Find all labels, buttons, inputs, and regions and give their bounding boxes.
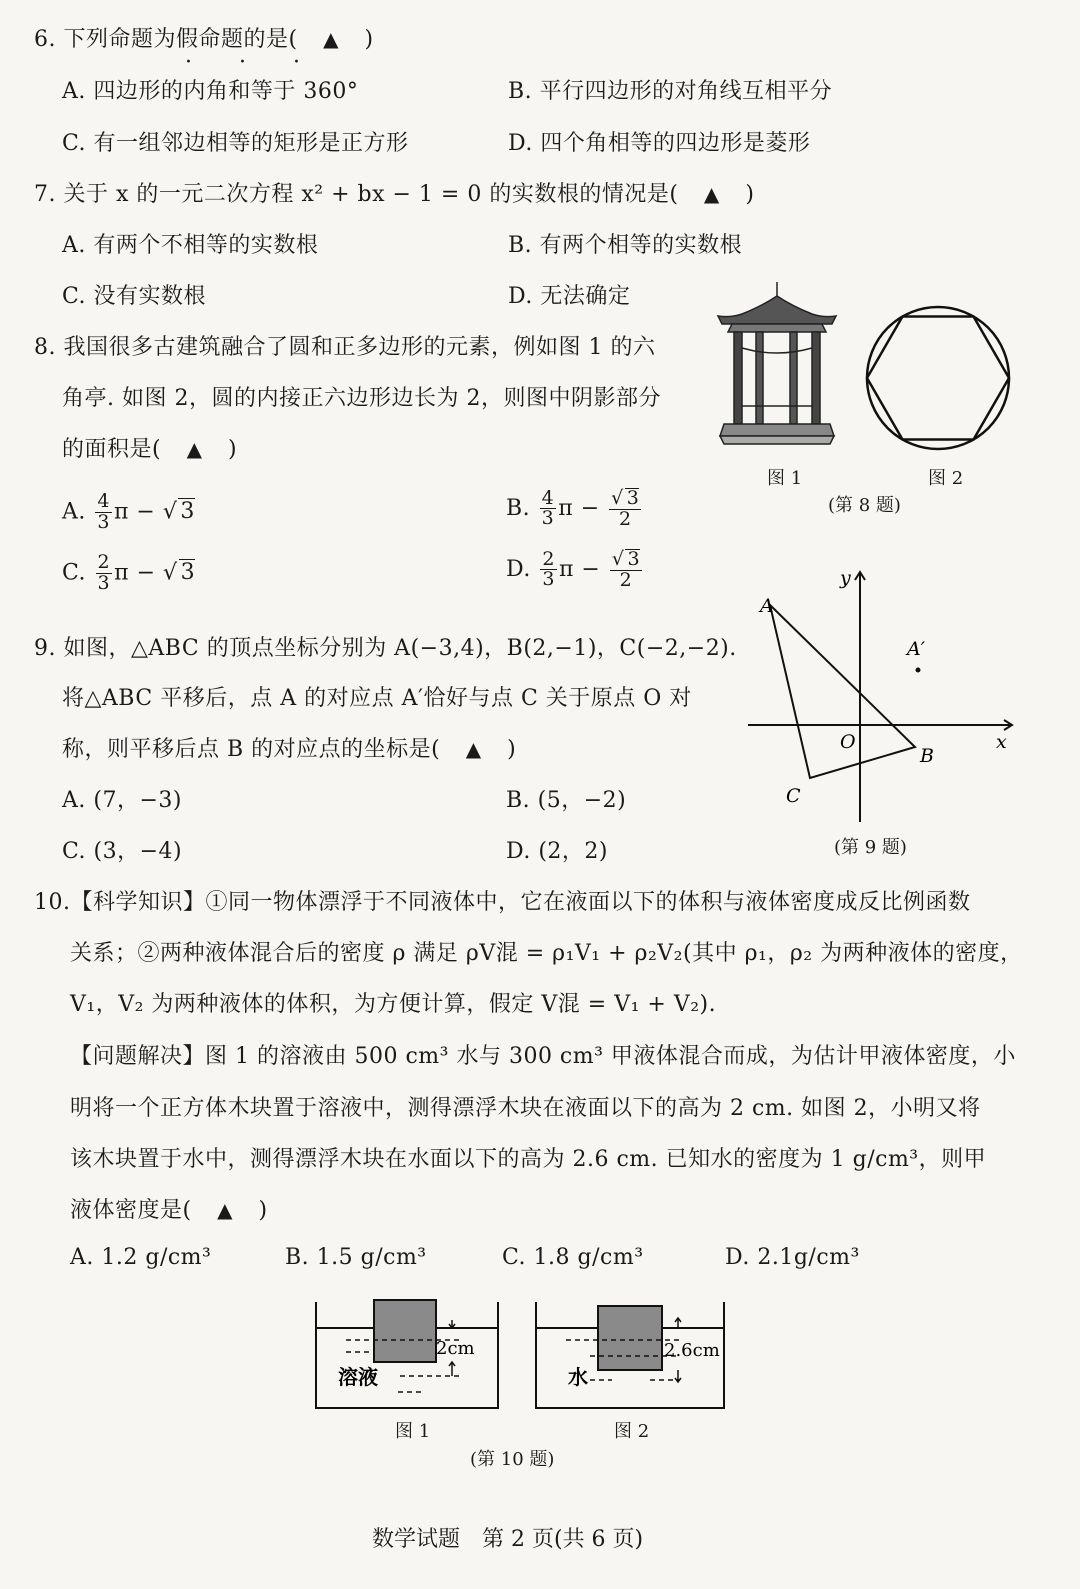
q8-option-c[interactable]: C. $\frac{2}{3}$ π − √ 3	[62, 551, 196, 594]
q6-stem: 6. 下列命题为假命题的是( ▲ )	[34, 27, 374, 52]
q8-stem-line3: 的面积是( ▲ )	[62, 437, 238, 462]
q8-fig1-label: 图 1	[767, 468, 803, 489]
depth-label: 2cm	[436, 1338, 475, 1359]
q9-stem-line3: 称，则平移后点 B 的对应点的坐标是( ▲ )	[62, 737, 517, 762]
q10-option-d[interactable]: D. 2.1g/cm³	[725, 1245, 860, 1270]
point-a-prime	[916, 668, 921, 673]
q10-line3: V₁，V₂ 为两种液体的体积，为方便计算，假定 V混 = V₁ + V₂).	[70, 992, 717, 1017]
q9-option-a[interactable]: A. (7，−3)	[62, 788, 182, 813]
answer-blank-triangle-icon: ▲	[465, 737, 482, 761]
q10-line7: 液体密度是( ▲ )	[70, 1198, 268, 1223]
label-b: B	[920, 745, 934, 767]
q7-option-b[interactable]: B. 有两个相等的实数根	[508, 233, 743, 258]
q9-option-c[interactable]: C. (3，−4)	[62, 839, 183, 864]
q9-coordinate-figure	[740, 560, 1030, 830]
q10-figure-1-container	[310, 1296, 505, 1414]
label-a-prime: A′	[907, 638, 926, 660]
hexagon-in-circle-figure	[862, 302, 1014, 454]
q6-option-d[interactable]: D. 四个角相等的四边形是菱形	[508, 131, 811, 156]
q9-option-d[interactable]: D. (2，2)	[506, 839, 609, 864]
wood-block	[598, 1306, 662, 1370]
q9-stem-line1: 9. 如图，△ABC 的顶点坐标分别为 A(−3,4)，B(2,−1)，C(−2,−2).	[34, 636, 737, 661]
q10-line1: 10.【科学知识】①同一物体漂浮于不同液体中，它在液面以下的体积与液体密度成反比例函数	[34, 890, 971, 915]
q8-option-a[interactable]: A. $\frac{4}{3}$ π − √ 3	[62, 490, 195, 533]
q10-option-c[interactable]: C. 1.8 g/cm³	[502, 1245, 644, 1270]
q10-option-a[interactable]: A. 1.2 g/cm³	[70, 1245, 212, 1270]
label-c: C	[786, 785, 801, 807]
q7-stem: 7. 关于 x 的一元二次方程 x² + bx − 1 = 0 的实数根的情况是( ▲ )	[34, 182, 755, 207]
q8-option-b[interactable]: B. $\frac{4}{3}$ π − $\frac{√ 3}{2}$	[506, 486, 640, 530]
q6-option-b[interactable]: B. 平行四边形的对角线互相平分	[508, 79, 833, 104]
liquid-label: 水	[568, 1365, 588, 1389]
label-a: A	[760, 595, 774, 617]
q8-stem-line1: 8. 我国很多古建筑融合了圆和正多边形的元素，例如图 1 的六	[34, 335, 656, 360]
q6-option-a[interactable]: A. 四边形的内角和等于 360°	[62, 79, 359, 104]
q10-caption: (第 10 题)	[470, 1449, 555, 1470]
q10-fig2-label: 图 2	[614, 1421, 650, 1442]
q10-figure-2-container	[530, 1296, 730, 1414]
q7-option-a[interactable]: A. 有两个不相等的实数根	[62, 233, 319, 258]
q8-caption: (第 8 题)	[828, 495, 901, 516]
q10-line6: 该木块置于水中，测得漂浮木块在水面以下的高为 2.6 cm. 已知水的密度为 1 g/cm³，则甲	[70, 1147, 987, 1172]
depth-label: 2.6cm	[664, 1340, 720, 1361]
q8-fig2-label: 图 2	[928, 468, 964, 489]
label-y-axis: y	[840, 567, 851, 589]
liquid-label: 溶液	[338, 1365, 378, 1389]
label-origin: O	[840, 731, 856, 753]
q10-line2: 关系；②两种液体混合后的密度 ρ 满足 ρV混 = ρ₁V₁ + ρ₂V₂(其中 ρ₁，ρ₂ 为两种液体的密度，	[70, 941, 1023, 966]
q10-line5: 明将一个正方体木块置于溶液中，测得漂浮木块在液面以下的高为 2 cm. 如图 2，小明又将	[70, 1096, 981, 1121]
answer-blank-triangle-icon: ▲	[217, 1198, 233, 1222]
q7-option-c[interactable]: C. 没有实数根	[62, 284, 207, 309]
q7-option-d[interactable]: D. 无法确定	[508, 284, 631, 309]
q10-fig1-label: 图 1	[395, 1421, 431, 1442]
label-x-axis: x	[996, 731, 1007, 753]
q9-caption: (第 9 题)	[834, 837, 907, 858]
q9-stem-line2: 将△ABC 平移后，点 A 的对应点 A′恰好与点 C 关于原点 O 对	[62, 686, 692, 711]
q8-option-d[interactable]: D. $\frac{2}{3}$ π − $\frac{√ 3}{2}$	[506, 547, 641, 591]
page-footer: 数学试题 第 2 页(共 6 页)	[372, 1527, 644, 1552]
q10-option-b[interactable]: B. 1.5 g/cm³	[285, 1245, 427, 1270]
q6-option-c[interactable]: C. 有一组邻边相等的矩形是正方形	[62, 131, 409, 156]
wood-block	[374, 1300, 436, 1362]
emphasis-dots: · · ·	[185, 50, 320, 75]
q9-option-b[interactable]: B. (5，−2)	[506, 788, 627, 813]
q10-line4: 【问题解决】图 1 的溶液由 500 cm³ 水与 300 cm³ 甲液体混合而成，为估计甲液体密度，小	[70, 1044, 1016, 1069]
answer-blank-triangle-icon: ▲	[703, 182, 720, 206]
answer-blank-triangle-icon: ▲	[186, 437, 203, 461]
q8-stem-line2: 角亭. 如图 2，圆的内接正六边形边长为 2，则图中阴影部分	[62, 386, 661, 411]
answer-blank-triangle-icon: ▲	[323, 27, 339, 51]
pavilion-figure	[712, 278, 842, 448]
